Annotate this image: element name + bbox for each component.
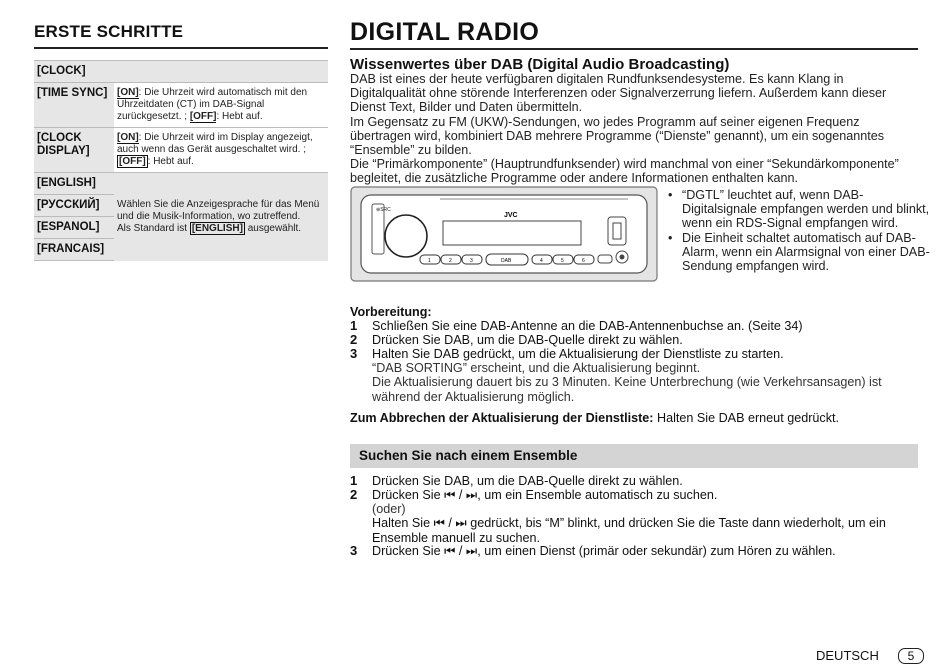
setting-key: [ESPANOL] xyxy=(34,217,114,239)
setting-key: [CLOCK] xyxy=(34,61,328,83)
table-row xyxy=(34,83,328,128)
cancel-instruction: Zum Abbrechen der Aktualisierung der Dienstliste: Halten Sie DAB erneut gedrückt. xyxy=(350,411,839,425)
divider xyxy=(350,48,918,50)
src-label: ⊕SRC xyxy=(376,207,391,213)
prep-step: 3 Halten Sie DAB gedrückt, um die Aktualisierung der Dienstliste zu starten. “DAB SORTING” erscheint, und die Aktualisierung beginnt. Die Aktualisierung dauert bis zu 3 Minuten. Keine Unterbrechung (wie Verkehrsansagen) ist während der Aktualisierung möglich. xyxy=(350,346,882,404)
language-desc-text: Wählen Sie die Anzeigesprache für das Menü und die Musik-Information, wo zutreffend. xyxy=(117,198,320,222)
setting-key: [ENGLISH] xyxy=(34,173,114,195)
dab-info-bullets xyxy=(668,188,930,273)
search-step: 2 Drücken Sie ⏮ / ⏭, um ein Ensemble automatisch zu suchen. (oder) Halten Sie ⏮ / ⏭ gedrückt, bis “M” blinkt, und drücken Sie die Taste dann wiederholt, um ein Ensemble manuell zu suchen. xyxy=(350,487,886,545)
option-on-text: : Die Uhrzeit wird automatisch mit den Uhrzeitdaten (CT) im DAB-Signal zurückgesetzt. ; xyxy=(117,87,308,122)
setting-key: [TIME SYNC] xyxy=(34,83,114,128)
table-row xyxy=(34,173,328,195)
table-row xyxy=(34,61,328,83)
subsection-title: Wissenwertes über DAB (Digital Audio Broadcasting) xyxy=(350,56,730,73)
svg-text:4: 4 xyxy=(540,258,543,264)
table-row xyxy=(34,128,328,173)
setting-description xyxy=(114,128,328,173)
svg-text:6: 6 xyxy=(582,258,585,264)
svg-text:5: 5 xyxy=(561,258,564,264)
section-title: Suchen Sie nach einem Ensemble xyxy=(359,448,578,463)
option-off-text: : Hebt auf. xyxy=(216,111,263,122)
svg-text:1: 1 xyxy=(428,258,431,264)
svg-text:3: 3 xyxy=(470,258,473,264)
brand-logo: JVC xyxy=(504,212,518,219)
dab-button-label: DAB xyxy=(501,258,512,264)
prep-step: 1 Schließen Sie eine DAB-Antenne an die DAB-Antennenbuchse an. (Seite 34) xyxy=(350,318,803,333)
intro-paragraph xyxy=(350,72,918,186)
preparation-label: Vorbereitung: xyxy=(350,305,432,319)
default-language: [ENGLISH] xyxy=(191,222,243,234)
preset-buttons xyxy=(420,254,594,265)
page-number: 5 xyxy=(898,648,924,664)
setting-key: [РУССКИЙ] xyxy=(34,195,114,217)
option-on: [ON] xyxy=(117,87,139,98)
intro-text-3: Die “Primärkomponente” (Hauptrundfunksender) wird manchmal von einer “Sekundärkomponente” begleitet, die zusätzliche Programme oder andere Informationen enthalten kann. xyxy=(350,157,899,186)
intro-text-1: DAB ist eines der heute verfügbaren digitalen Rundfunksendesysteme. Es kann Klang in Digitalqualität ohne störende Interferenzen oder Signalverzerrung liefern. Außerdem kann dieser Dienst Text, Bilder und Daten übermitteln. xyxy=(350,72,887,115)
section-title-erste-schritte: ERSTE SCHRITTE xyxy=(34,22,184,41)
search-step: 3 Drücken Sie ⏮ / ⏭, um einen Dienst (primär oder sekundär) zum Hören zu wählen. xyxy=(350,543,836,558)
car-stereo-illustration xyxy=(350,186,658,282)
option-off: [OFF] xyxy=(189,111,217,122)
section-header-bar xyxy=(350,444,918,468)
option-on-text: : Die Uhrzeit wird im Display angezeigt, auch wenn das Gerät ausgeschaltet wird. ; xyxy=(117,132,313,155)
option-off-text: : Hebt auf. xyxy=(147,156,194,167)
search-step: 1 Drücken Sie DAB, um die DAB-Quelle direkt zu wählen. xyxy=(350,473,683,488)
language-default: Als Standard ist [ENGLISH] ausgewählt. xyxy=(117,222,302,234)
option-off: [OFF] xyxy=(119,156,146,167)
setting-key: [FRANCAIS] xyxy=(34,239,114,261)
setting-key: [CLOCK DISPLAY] xyxy=(34,128,114,173)
list-item: • “DGTL” leuchtet auf, wenn DAB-Digitalsignale empfangen werden und blinkt, wenn ein RDS-Signal empfangen wird. xyxy=(668,188,930,231)
page-title: DIGITAL RADIO xyxy=(350,18,540,46)
eject-button xyxy=(598,255,612,263)
setting-description xyxy=(114,83,328,128)
intro-text-2: Im Gegensatz zu FM (UKW)-Sendungen, wo jedes Programm auf seiner eigenen Frequenz übertragen wird, kombiniert DAB mehrere Programme (“Dienste” genannt), um ein sogenanntes “Ensemble” zu bilden. xyxy=(350,114,885,158)
divider xyxy=(34,47,328,49)
prep-step: 2 Drücken Sie DAB, um die DAB-Quelle direkt zu wählen. xyxy=(350,332,683,347)
list-item: • Die Einheit schaltet automatisch auf DAB-Alarm, wenn ein Alarmsignal von einer DAB-Sendung empfangen wird. xyxy=(668,231,930,274)
svg-text:2: 2 xyxy=(449,258,452,264)
volume-knob xyxy=(385,215,427,257)
footer-language: DEUTSCH xyxy=(816,648,879,663)
display-window xyxy=(443,221,581,245)
settings-table xyxy=(34,60,328,261)
option-on: [ON] xyxy=(117,132,139,143)
language-description xyxy=(114,173,328,261)
